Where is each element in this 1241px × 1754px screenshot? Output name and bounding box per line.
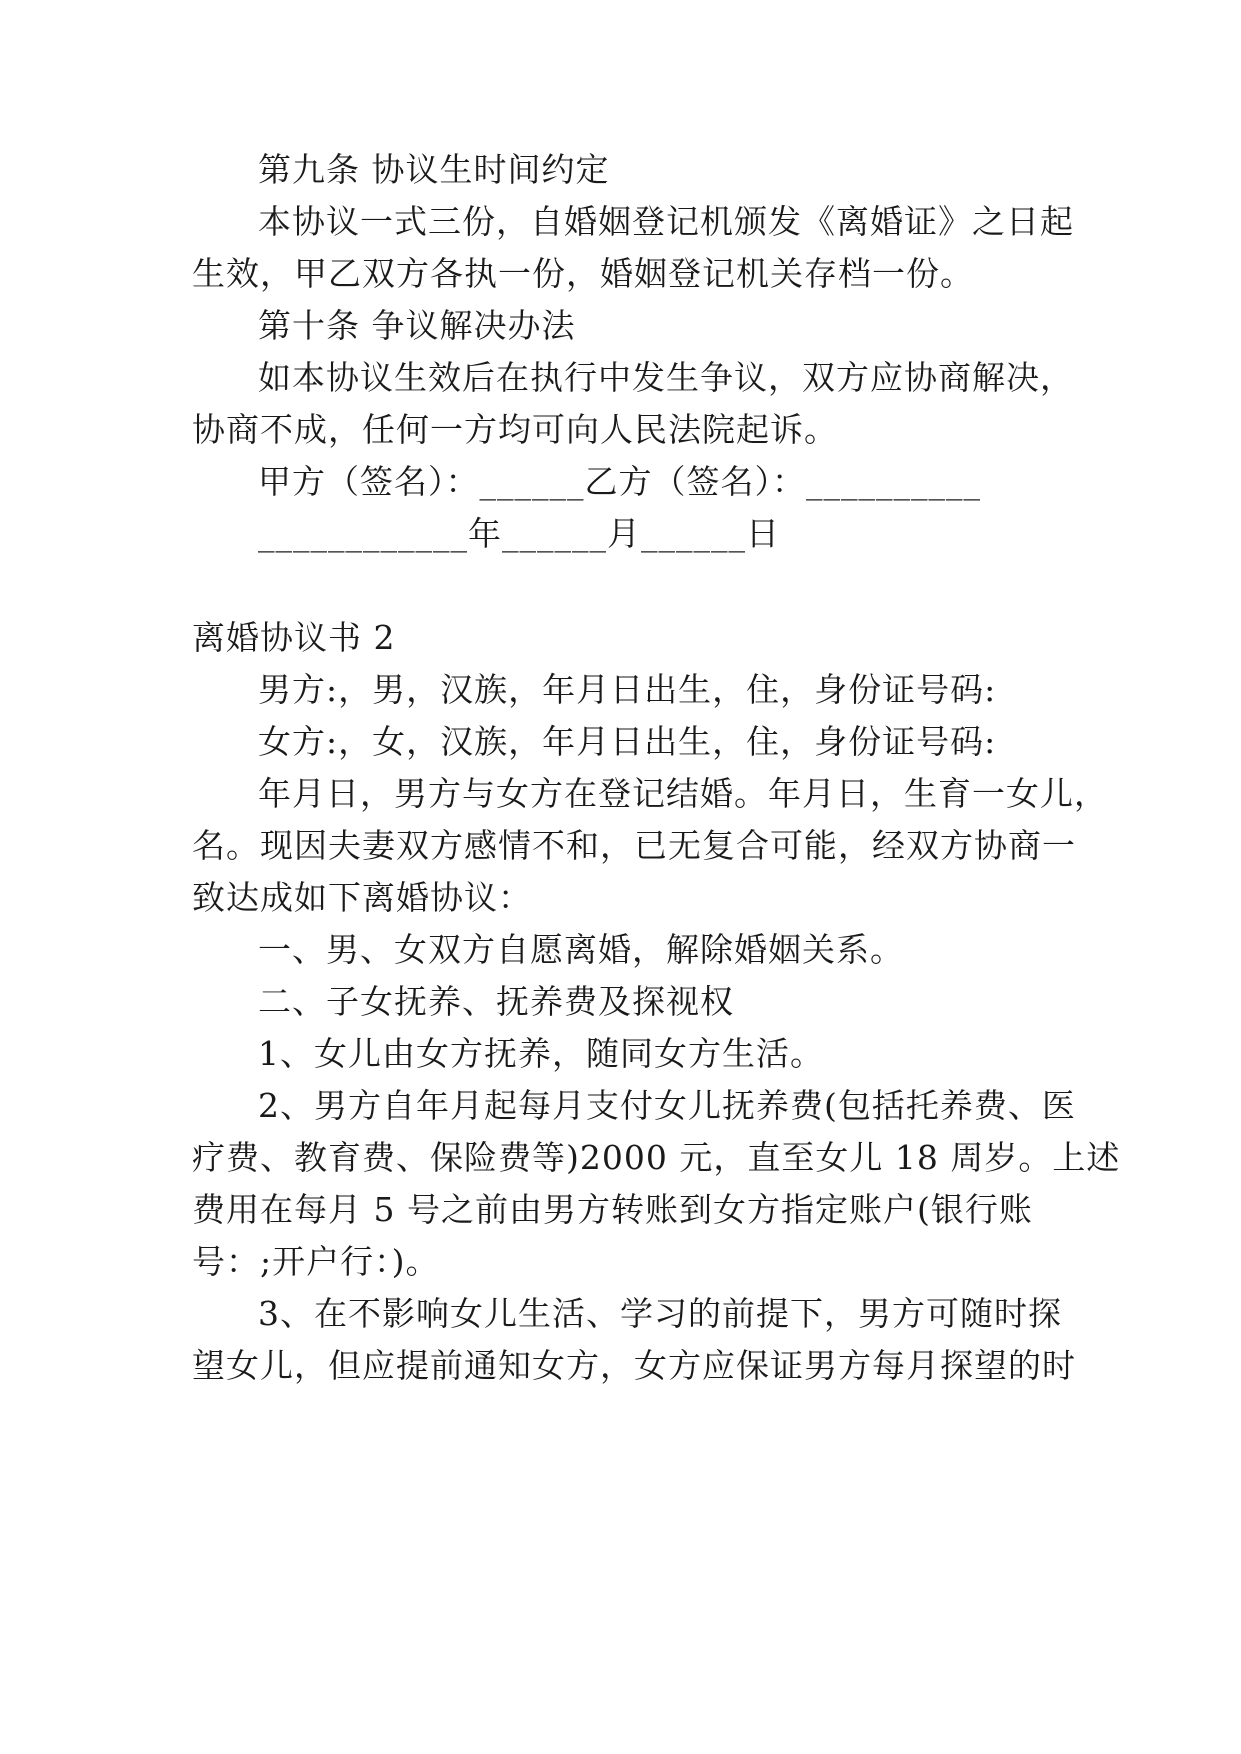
section-10-paragraph-line-1: 如本协议生效后在执行中发生争议，双方应协商解决， (258, 358, 1074, 397)
intro-line-2: 名。现因夫妻双方感情不和，已无复合可能，经双方协商一 (192, 826, 1076, 865)
section-9-paragraph-line-2: 生效，甲乙双方各执一份，婚姻登记机关存档一份。 (192, 254, 974, 293)
male-party-line: 男方:，男，汉族，年月日出生，住，身份证号码: (258, 670, 997, 709)
sub-item-1: 1、女儿由女方抚养，随同女方生活。 (258, 1034, 824, 1073)
sub-item-3-line-2: 望女儿，但应提前通知女方，女方应保证男方每月探望的时 (192, 1346, 1076, 1385)
item-1: 一、男、女双方自愿离婚，解除婚姻关系。 (258, 930, 904, 969)
section-9-heading: 第九条 协议生时间约定 (258, 150, 610, 189)
section-10-heading: 第十条 争议解决办法 (258, 306, 576, 345)
section-9-paragraph-line-1: 本协议一式三份，自婚姻登记机颁发《离婚证》之日起 (258, 202, 1074, 241)
signature-date-line: ____________年______月______日 (258, 514, 780, 553)
female-party-line: 女方:，女，汉族，年月日出生，住，身份证号码: (258, 722, 997, 761)
doc2-title: 离婚协议书 2 (192, 618, 396, 657)
intro-line-1: 年月日，男方与女方在登记结婚。年月日，生育一女儿， (258, 774, 1108, 813)
sub-item-2-line-4: 号：;开户行：)。 (192, 1242, 440, 1281)
section-10-paragraph-line-2: 协商不成，任何一方均可向人民法院起诉。 (192, 410, 838, 449)
intro-line-3: 致达成如下离婚协议： (192, 878, 532, 917)
item-2-heading: 二、子女抚养、抚养费及探视权 (258, 982, 734, 1021)
sub-item-2-line-3: 费用在每月 5 号之前由男方转账到女方指定账户(银行账 (192, 1190, 1033, 1229)
signature-line: 甲方（签名）：______乙方（签名）：__________ (258, 462, 981, 501)
sub-item-3-line-1: 3、在不影响女儿生活、学习的前提下，男方可随时探 (258, 1294, 1062, 1333)
sub-item-2-line-1: 2、男方自年月起每月支付女儿抚养费(包括托养费、医 (258, 1086, 1076, 1125)
sub-item-2-line-2: 疗费、教育费、保险费等)2000 元，直至女儿 18 周岁。上述 (192, 1138, 1121, 1177)
